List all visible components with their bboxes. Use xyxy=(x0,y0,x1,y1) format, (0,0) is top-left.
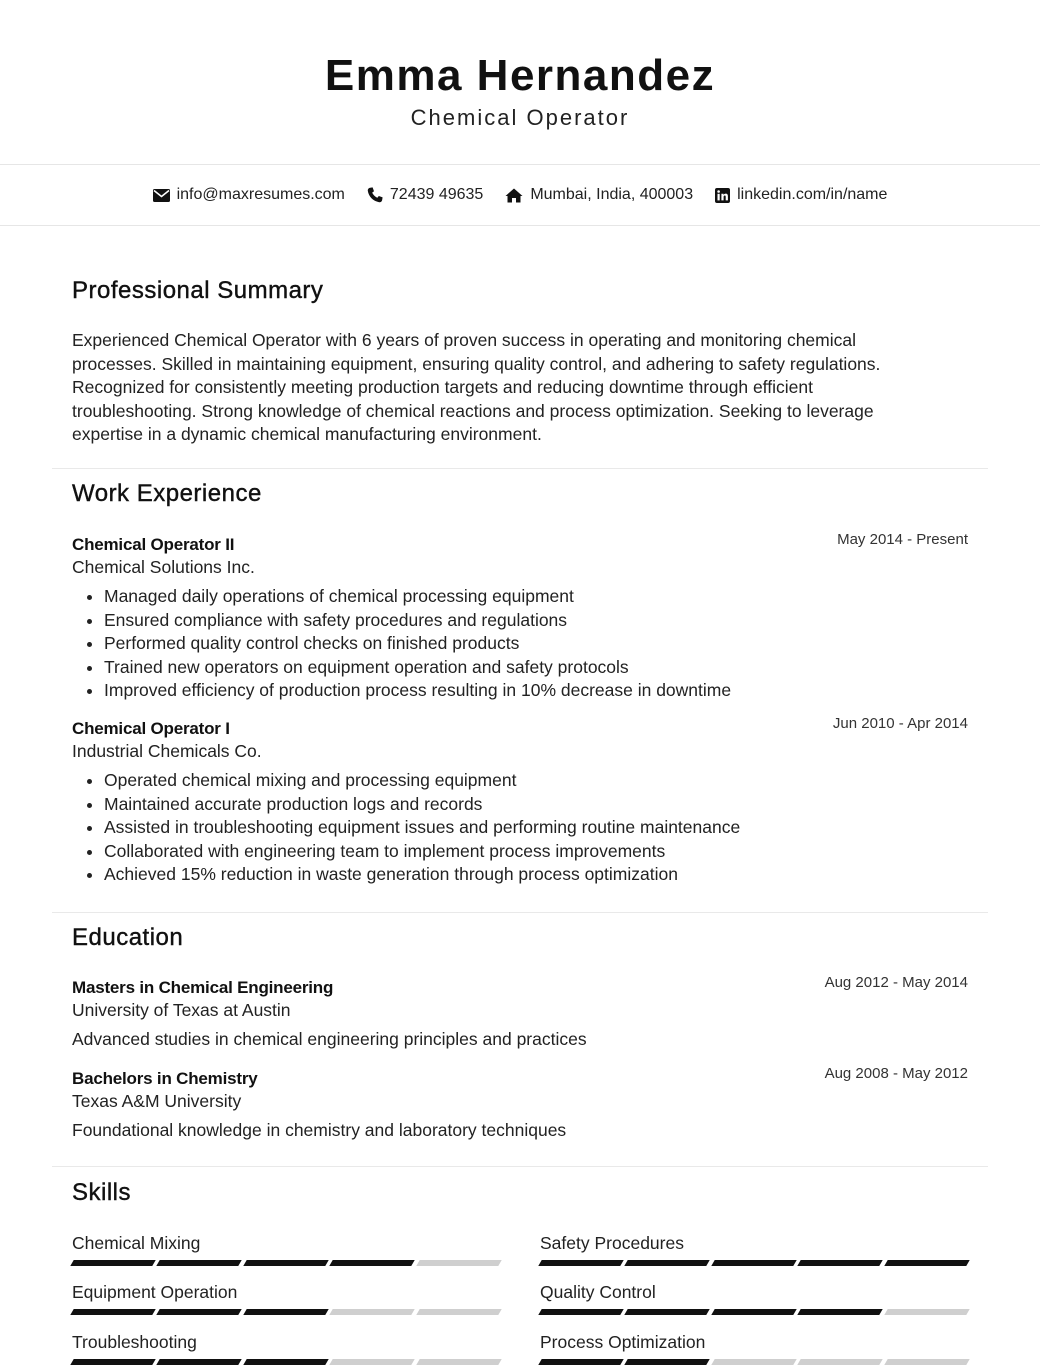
skill-segment-empty xyxy=(797,1359,883,1365)
skill-item xyxy=(540,1232,968,1266)
education-dates: Aug 2008 - May 2012 xyxy=(824,1065,968,1082)
job-bullet: • Ensured compliance with safety procedures and regulations xyxy=(104,609,968,633)
contact-phone[interactable] xyxy=(367,186,483,204)
skill-item xyxy=(72,1232,500,1266)
skill-segment-empty xyxy=(416,1359,502,1365)
skill-segment-filled xyxy=(625,1260,711,1266)
skill-segment-filled xyxy=(157,1359,243,1365)
skill-level-bar xyxy=(72,1359,500,1365)
skills-heading: Skills xyxy=(72,1179,132,1206)
skill-segment-empty xyxy=(884,1309,970,1315)
skill-segment-filled xyxy=(70,1260,156,1266)
summary-heading: Professional Summary xyxy=(72,277,324,304)
contact-phone-text: 72439 49635 xyxy=(389,186,484,203)
skill-segment-filled xyxy=(157,1260,243,1266)
job-role: Chemical Operator II xyxy=(72,535,235,554)
skill-segment-empty xyxy=(416,1260,502,1266)
job-dates: May 2014 - Present xyxy=(837,531,968,548)
contact-email[interactable] xyxy=(153,186,345,204)
job-bullet: • Achieved 15% reduction in waste generation through process optimization xyxy=(104,863,968,887)
contact-location xyxy=(505,186,693,204)
education-header xyxy=(72,1067,968,1090)
candidate-title: Chemical Operator xyxy=(410,105,630,130)
skill-name: Safety Procedures xyxy=(540,1233,684,1253)
skill-level-bar xyxy=(540,1260,968,1266)
skill-segment-empty xyxy=(416,1309,502,1315)
job-bullet: • Improved efficiency of production process resulting in 10% decrease in downtime xyxy=(104,679,968,703)
section-divider xyxy=(52,912,988,913)
contact-location-text: Mumbai, India, 400003 xyxy=(530,186,694,203)
skill-name: Chemical Mixing xyxy=(72,1233,201,1253)
job-entry xyxy=(72,717,968,887)
skill-segment-filled xyxy=(70,1359,156,1365)
contact-linkedin[interactable] xyxy=(715,186,887,204)
skill-segment-filled xyxy=(329,1260,415,1266)
education-header xyxy=(72,976,968,999)
skill-level-bar xyxy=(72,1309,500,1315)
phone-icon xyxy=(367,187,383,203)
education-dates: Aug 2012 - May 2014 xyxy=(824,974,968,991)
school-name: Texas A&M University xyxy=(72,1091,242,1111)
skill-segment-filled xyxy=(157,1309,243,1315)
skill-name: Process Optimization xyxy=(540,1332,706,1352)
envelope-icon xyxy=(153,189,170,202)
section-divider xyxy=(52,1166,988,1167)
skill-segment-empty xyxy=(329,1359,415,1365)
job-bullet: • Operated chemical mixing and processing equipment xyxy=(104,769,968,793)
skill-segment-filled xyxy=(711,1260,797,1266)
job-role: Chemical Operator I xyxy=(72,719,230,738)
skill-segment-filled xyxy=(243,1309,329,1315)
job-header xyxy=(72,717,968,740)
education-description: Advanced studies in chemical engineering principles and practices xyxy=(72,1029,587,1049)
skill-segment-filled xyxy=(538,1359,624,1365)
candidate-name: Emma Hernandez xyxy=(324,51,716,100)
contact-linkedin-text: linkedin.com/in/name xyxy=(737,186,888,203)
linkedin-icon xyxy=(715,188,730,203)
skill-segment-empty xyxy=(329,1309,415,1315)
job-bullet: • Trained new operators on equipment operation and safety protocols xyxy=(104,656,968,680)
contact-bar xyxy=(0,164,1040,226)
contact-email-text: info@maxresumes.com xyxy=(176,186,345,203)
skill-segment-filled xyxy=(243,1359,329,1365)
skill-segment-filled xyxy=(625,1359,711,1365)
degree-name: Masters in Chemical Engineering xyxy=(72,978,334,997)
skill-segment-empty xyxy=(711,1359,797,1365)
skill-segment-empty xyxy=(884,1359,970,1365)
skill-segment-filled xyxy=(711,1309,797,1315)
skill-segment-filled xyxy=(797,1309,883,1315)
skill-name: Equipment Operation xyxy=(72,1282,238,1302)
job-bullet: • Assisted in troubleshooting equipment issues and performing routine maintenance xyxy=(104,816,968,840)
education-entry xyxy=(72,976,968,1051)
skill-level-bar xyxy=(540,1309,968,1315)
summary-text: Experienced Chemical Operator with 6 years of proven success in operating and monitoring chemical processes. Skilled in maintaining equipment, ensuring quality control, and adhering to safety regulations. Recognized for consistently meeting production targets and reducing downtime through efficient troubleshooting. Strong knowledge of chemical reactions and process optimization. Seeking to leverage expertise in a dynamic chemical manufacturing environment. xyxy=(72,330,881,445)
resume-header xyxy=(0,0,1040,164)
skill-segment-filled xyxy=(625,1309,711,1315)
skill-level-bar xyxy=(540,1359,968,1365)
skill-item xyxy=(72,1331,500,1365)
skill-segment-filled xyxy=(884,1260,970,1266)
education-description: Foundational knowledge in chemistry and laboratory techniques xyxy=(72,1120,567,1140)
degree-name: Bachelors in Chemistry xyxy=(72,1069,258,1088)
education-entry xyxy=(72,1067,968,1142)
job-bullets xyxy=(72,585,968,703)
job-bullet: • Performed quality control checks on finished products xyxy=(104,632,968,656)
skill-segment-filled xyxy=(538,1309,624,1315)
skill-name: Quality Control xyxy=(540,1282,656,1302)
job-company: Industrial Chemicals Co. xyxy=(72,741,262,761)
skill-segment-filled xyxy=(538,1260,624,1266)
section-divider xyxy=(52,468,988,469)
skill-item xyxy=(72,1281,500,1315)
skill-level-bar xyxy=(72,1260,500,1266)
job-header xyxy=(72,533,968,556)
job-bullet: • Collaborated with engineering team to implement process improvements xyxy=(104,840,968,864)
skill-item xyxy=(540,1281,968,1315)
job-bullet: • Maintained accurate production logs and records xyxy=(104,793,968,817)
job-bullet: • Managed daily operations of chemical processing equipment xyxy=(104,585,968,609)
skill-segment-filled xyxy=(243,1260,329,1266)
job-dates: Jun 2010 - Apr 2014 xyxy=(832,715,968,732)
home-icon xyxy=(505,188,523,203)
skill-segment-filled xyxy=(797,1260,883,1266)
job-entry xyxy=(72,533,968,703)
skill-item xyxy=(540,1331,968,1365)
school-name: University of Texas at Austin xyxy=(72,1000,291,1020)
job-bullets xyxy=(72,769,968,887)
experience-heading: Work Experience xyxy=(72,480,262,507)
education-heading: Education xyxy=(72,924,184,951)
job-company: Chemical Solutions Inc. xyxy=(72,557,255,577)
skill-segment-filled xyxy=(70,1309,156,1315)
skill-name: Troubleshooting xyxy=(72,1332,197,1352)
